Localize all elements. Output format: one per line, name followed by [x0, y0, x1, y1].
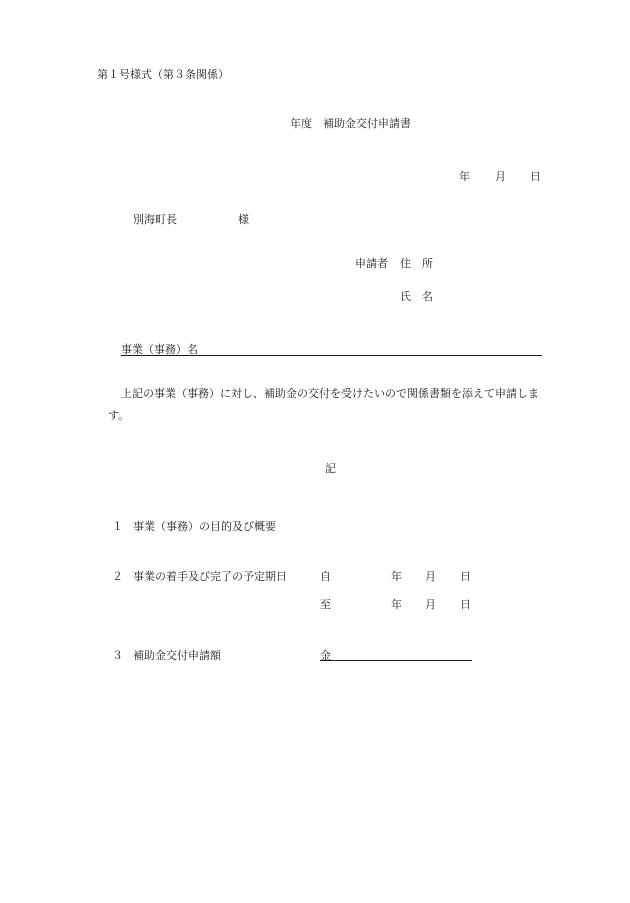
applicant-name-label: 氏 名	[400, 290, 433, 303]
applicant-address-label: 住 所	[400, 257, 433, 270]
item2-from-day: 日	[460, 570, 471, 583]
addressee-honorific: 様	[238, 213, 249, 226]
body-text-line1: 上記の事業（事務）に対し、補助金の交付を受けたいので関係書類を添えて申請しま	[121, 387, 539, 400]
date-month-label: 月	[495, 170, 506, 183]
project-name-label: 事業（事務）名	[121, 343, 198, 356]
item2-from-month: 月	[425, 570, 436, 583]
date-day-label: 日	[530, 170, 541, 183]
project-name-underline	[121, 355, 542, 356]
item2-to-year: 年	[391, 598, 402, 611]
document-title: 年度 補助金交付申請書	[290, 117, 411, 130]
item2-from-year: 年	[391, 570, 402, 583]
body-text-line2: す。	[108, 409, 130, 422]
item1-number: １	[112, 520, 123, 533]
item2-from-label: 自	[320, 570, 331, 583]
date-year-label: 年	[459, 170, 470, 183]
item2-label: 事業の着手及び完了の予定期日	[133, 570, 287, 583]
addressee-name: 別海町長	[133, 213, 177, 226]
item2-to-month: 月	[425, 598, 436, 611]
item1-label: 事業（事務）の目的及び概要	[133, 520, 276, 533]
item3-label: 補助金交付申請額	[133, 649, 221, 662]
item2-number: ２	[112, 570, 123, 583]
item2-to-label: 至	[320, 598, 331, 611]
item2-to-day: 日	[460, 598, 471, 611]
form-number: 第１号様式（第３条関係）	[97, 68, 229, 81]
item3-amount-underline	[320, 660, 472, 661]
applicant-label: 申請者	[355, 257, 388, 270]
item3-number: ３	[112, 649, 123, 662]
ki-heading: 記	[325, 462, 336, 475]
item3-currency-label: 金	[320, 649, 331, 662]
